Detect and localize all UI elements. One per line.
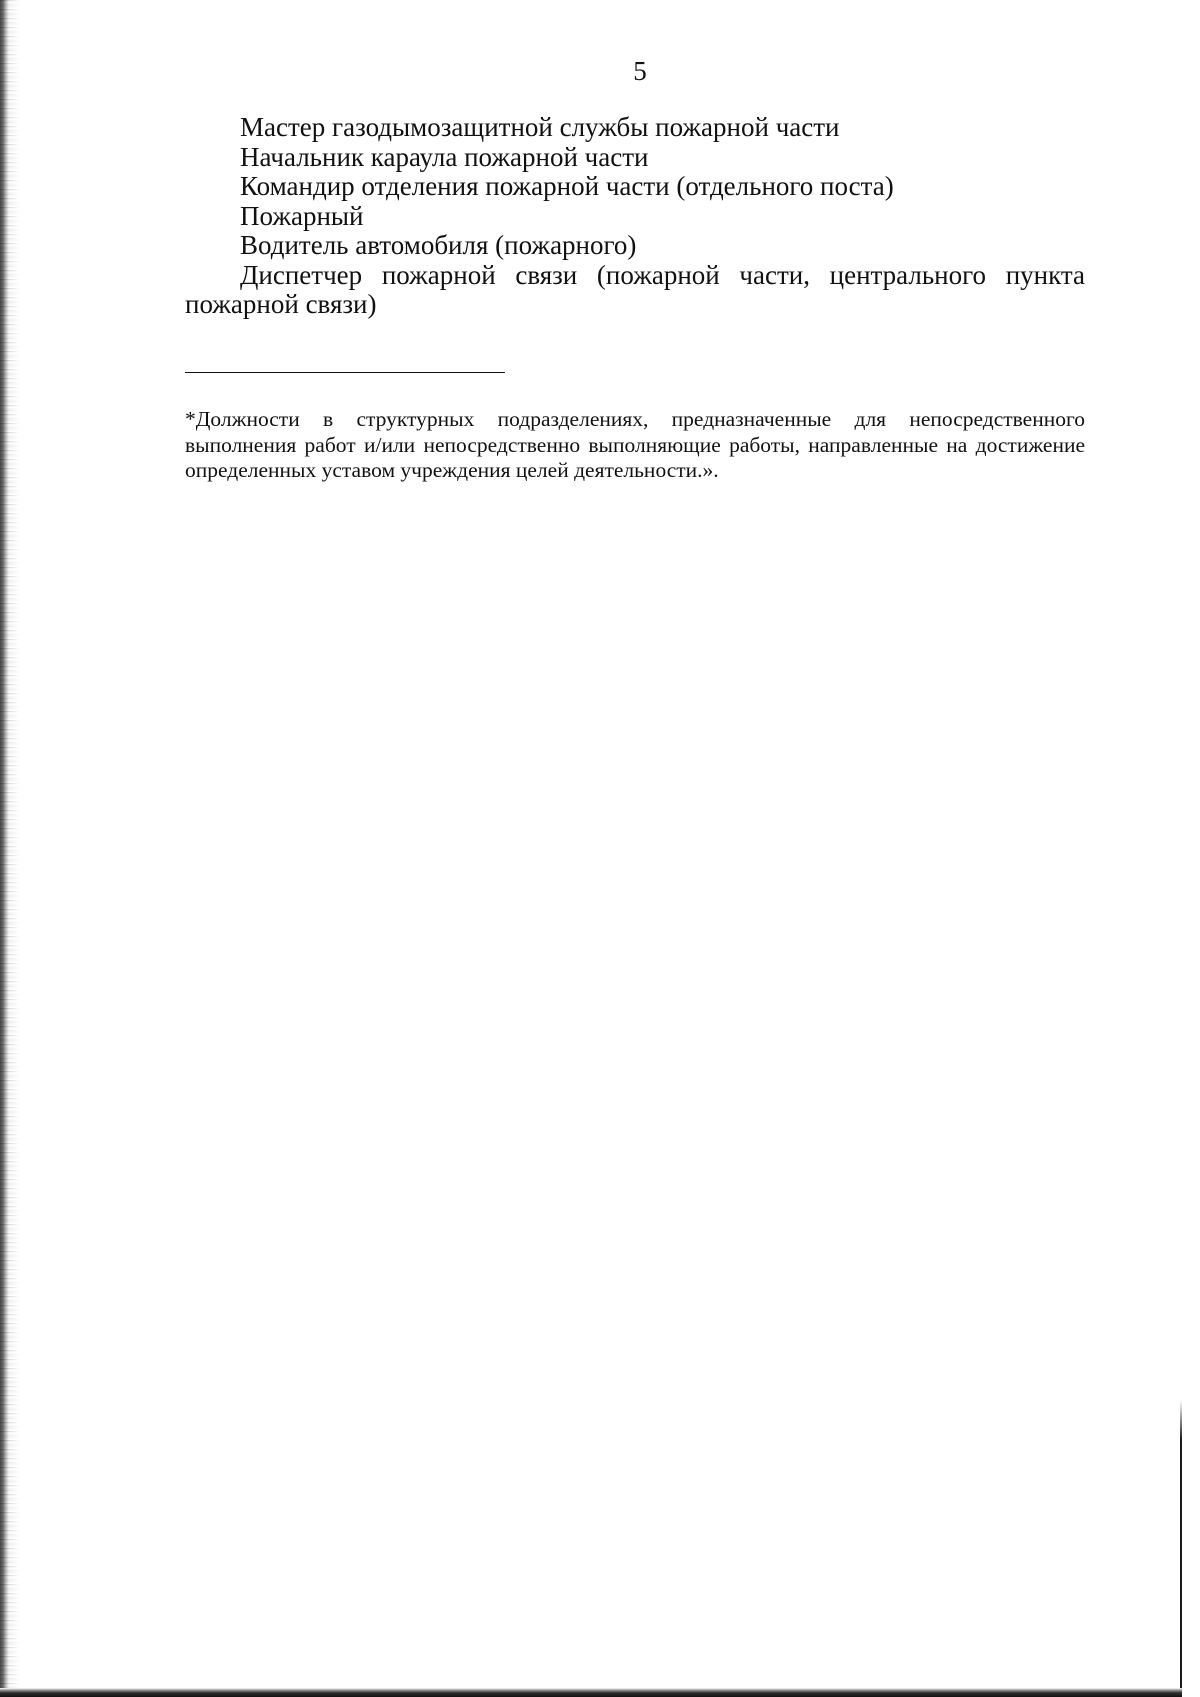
position-item: Водитель автомобиля (пожарного) bbox=[240, 230, 637, 260]
footnote: *Должности в структурных подразделениях, предназначенные для непосредственного выполнения работ и/или непосредственно выполняющие работы, направленные на достижение определенных уставом учреждения целей деятельности.». bbox=[185, 407, 1085, 482]
footnote-separator bbox=[185, 372, 505, 373]
scan-edge-bottom bbox=[0, 1688, 1182, 1697]
page-number: 5 bbox=[633, 56, 647, 86]
positions-list bbox=[185, 113, 1085, 320]
position-item: Пожарный bbox=[240, 200, 364, 231]
position-item: Мастер газодымозащитной службы пожарной части bbox=[240, 112, 840, 142]
scan-edge-right bbox=[1180, 1400, 1182, 1697]
position-item: Начальник караула пожарной части bbox=[240, 141, 649, 172]
scan-edge-left-noise bbox=[0, 0, 20, 1697]
position-item: Командир отделения пожарной части (отдельного поста) bbox=[240, 171, 894, 201]
position-item: Диспетчер пожарной связи (пожарной части, центрального пункта пожарной связи) bbox=[185, 259, 1085, 319]
